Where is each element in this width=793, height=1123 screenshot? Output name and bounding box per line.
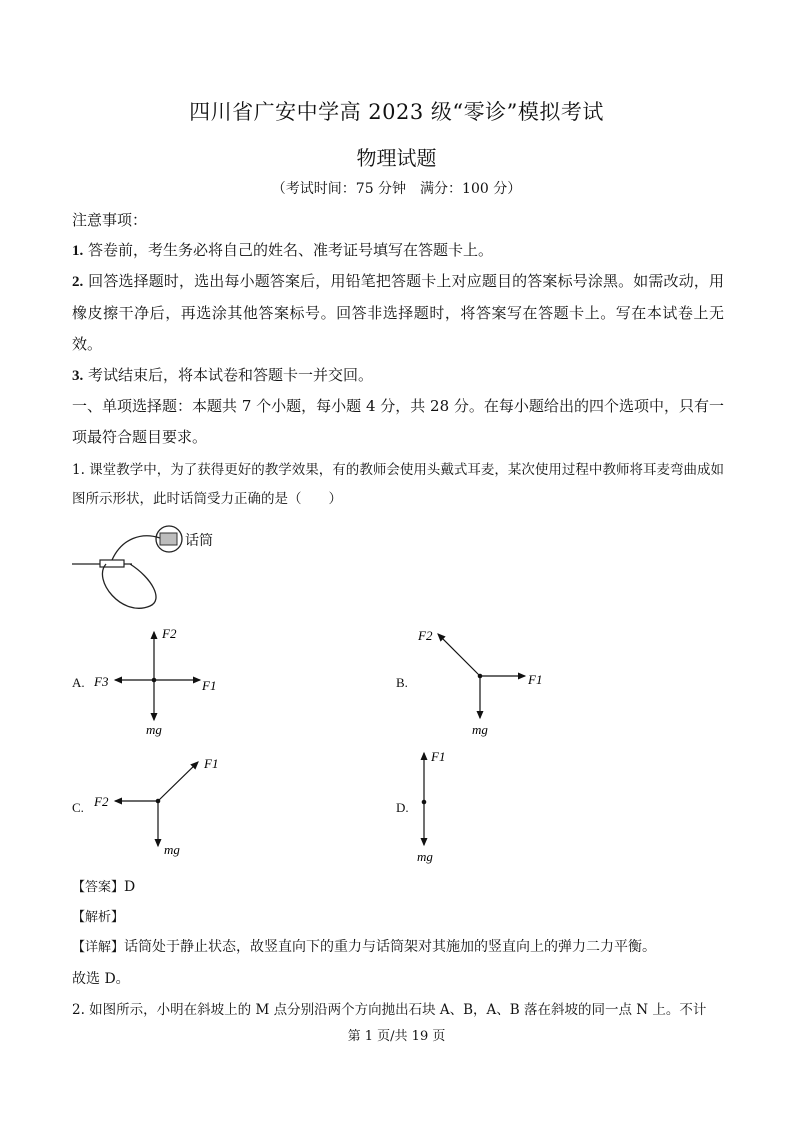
note-item-2 bbox=[72, 266, 724, 360]
force-label: F1 bbox=[202, 678, 217, 693]
detail-line bbox=[72, 936, 656, 956]
force-label: F2 bbox=[418, 628, 433, 643]
force-label: mg bbox=[472, 722, 488, 737]
question-1-stem: 1. 课堂教学中，为了获得更好的教学效果，有的教师会使用头戴式耳麦，某次使用过程中教师将耳麦弯曲成如图所示形状，此时话筒受力正确的是（ ） bbox=[72, 462, 724, 507]
option-a-force-diagram bbox=[90, 622, 230, 742]
note-number: 2. bbox=[72, 274, 84, 290]
exam-time-info: （考试时间：75 分钟 满分：100 分） bbox=[271, 181, 522, 197]
note-item-3 bbox=[72, 360, 724, 392]
answer-value: D bbox=[124, 879, 136, 895]
note-text: 答卷前，考生务必将自己的姓名、准考证号填写在答题卡上。 bbox=[88, 241, 494, 259]
headset-figure bbox=[72, 520, 242, 620]
note-number: 3. bbox=[72, 368, 84, 384]
exam-title: 四川省广安中学高 2023 级“零诊”模拟考试 bbox=[189, 100, 604, 124]
microphone-label: 话筒 bbox=[185, 533, 213, 549]
option-d-label: D. bbox=[396, 800, 409, 815]
force-label: F1 bbox=[204, 756, 219, 771]
force-label: mg bbox=[417, 849, 433, 864]
page-footer: 第 1 页/共 19 页 bbox=[347, 1029, 446, 1044]
option-c-label: C. bbox=[72, 800, 84, 815]
option-b-label: B. bbox=[396, 675, 408, 690]
exam-subtitle: 物理试题 bbox=[356, 146, 437, 170]
force-label: F1 bbox=[431, 749, 446, 764]
detail-tag: 【详解】 bbox=[72, 940, 125, 955]
force-label: F2 bbox=[94, 794, 109, 809]
notes-heading: 注意事项： bbox=[72, 211, 148, 229]
answer-tag: 【答案】 bbox=[72, 880, 125, 895]
option-b-force-diagram bbox=[410, 622, 560, 742]
note-number: 1. bbox=[72, 243, 84, 259]
option-a-label: A. bbox=[72, 675, 85, 690]
section-heading: 一、单项选择题：本题共 7 个小题，每小题 4 分，共 28 分。在每小题给出的四个选项中，只有一项最符合题目要求。 bbox=[72, 397, 724, 446]
analysis-tag: 【解析】 bbox=[72, 910, 125, 925]
conclusion-line: 故选 D。 bbox=[72, 971, 130, 987]
detail-text: 话筒处于静止状态，故竖直向下的重力与话筒架对其施加的竖直向上的弹力二力平衡。 bbox=[124, 939, 657, 955]
answer-line bbox=[72, 876, 135, 895]
note-item-1 bbox=[72, 235, 724, 267]
force-label: F1 bbox=[528, 672, 543, 687]
option-d-force-diagram bbox=[405, 745, 485, 870]
force-label: F3 bbox=[94, 674, 109, 689]
question-2-stem: 2. 如图所示，小明在斜坡上的 M 点分别沿两个方向抛出石块 A、B，A、B 落在斜坡的同一点 N 上。不计 bbox=[72, 1002, 707, 1018]
option-c-force-diagram bbox=[90, 750, 240, 865]
force-label: mg bbox=[146, 722, 162, 737]
force-label: F2 bbox=[162, 626, 177, 641]
force-label: mg bbox=[164, 842, 180, 857]
note-text: 考试结束后，将本试卷和答题卡一并交回。 bbox=[88, 366, 374, 384]
note-text: 回答选择题时，选出每小题答案后，用铅笔把答题卡上对应题目的答案标号涂黑。如需改动，用橡皮擦干净后，再选涂其他答案标号。回答非选择题时，将答案写在答题卡上。写在本试卷上无效。 bbox=[72, 272, 724, 353]
